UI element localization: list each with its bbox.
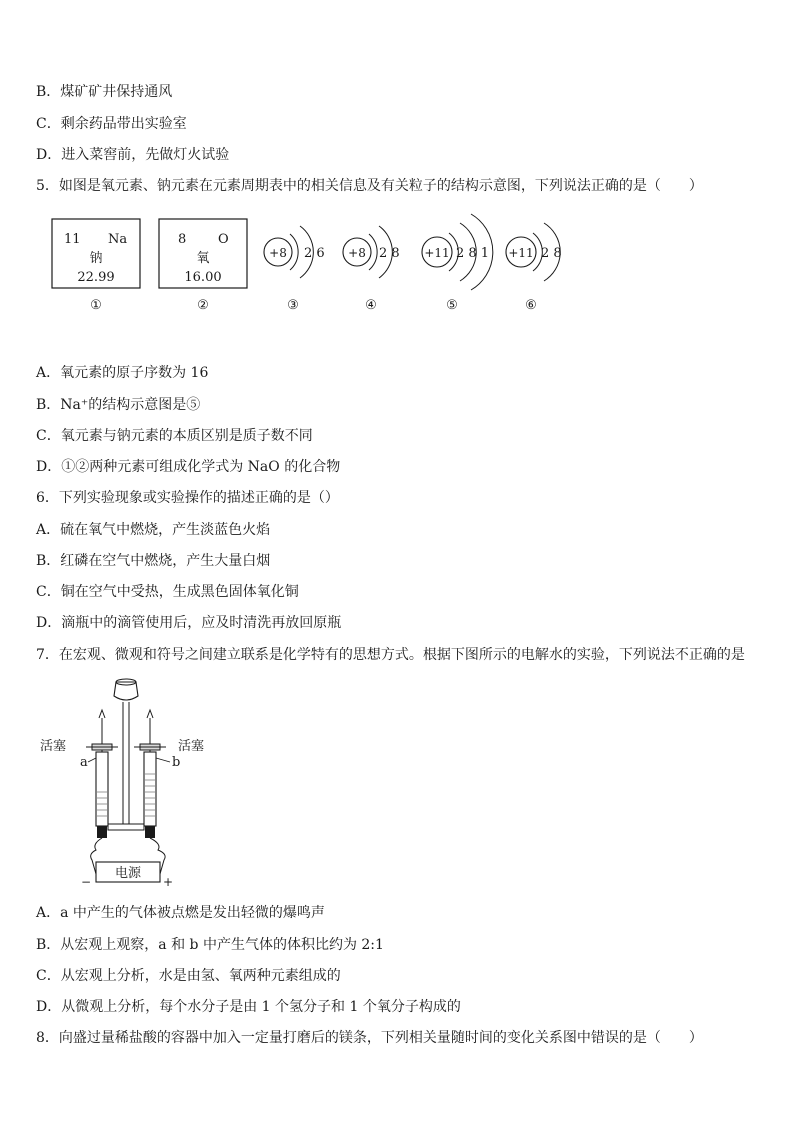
label-5: ⑤ <box>446 298 458 313</box>
particle-structure-6 <box>506 223 562 281</box>
svg-text:+11: +11 <box>508 246 534 260</box>
valve-label-left: 活塞 <box>40 739 67 754</box>
valve-label-right: 活塞 <box>178 739 205 754</box>
na-name: 钠 <box>89 251 103 266</box>
q4-option-b: B．煤矿矿井保持通风 <box>36 84 173 100</box>
na-atomic-number: 11 <box>64 232 81 247</box>
svg-text:+11: +11 <box>424 246 450 260</box>
o-atomic-number: 8 <box>178 232 187 247</box>
tube-label-a: a <box>80 755 88 770</box>
q8-stem: 8．向盛过量稀盐酸的容器中加入一定量打磨后的镁条，下列相关量随时间的变化关系图中错误的是（ ） <box>36 1030 703 1046</box>
svg-text:2 8: 2 8 <box>379 246 400 261</box>
power-supply-label: 电源 <box>114 866 142 881</box>
q5-option-a: A．氧元素的原子序数为 16 <box>36 365 209 381</box>
o-mass: 16.00 <box>184 270 222 285</box>
particle-structure-3 <box>264 226 325 278</box>
label-2: ② <box>197 298 209 313</box>
q4-option-d: D．进入菜窖前，先做灯火试验 <box>36 147 230 163</box>
q6-stem: 6．下列实验现象或实验操作的描述正确的是（） <box>36 490 339 506</box>
svg-text:+8: +8 <box>348 246 366 260</box>
q5-stem: 5．如图是氧元素、钠元素在元素周期表中的相关信息及有关粒子的结构示意图，下列说法正确的是（ ） <box>36 178 703 194</box>
q6-option-c: C．铜在空气中受热，生成黑色固体氧化铜 <box>36 584 299 600</box>
svg-text:2 6: 2 6 <box>304 246 325 261</box>
q7-option-c: C．从宏观上分析，水是由氢、氧两种元素组成的 <box>36 968 341 984</box>
q5-option-c: C．氧元素与钠元素的本质区别是质子数不同 <box>36 428 313 444</box>
q5-option-d: D．①②两种元素可组成化学式为 NaO 的化合物 <box>36 459 341 475</box>
q7-option-b: B．从宏观上观察，a 和 b 中产生气体的体积比约为 2:1 <box>36 937 384 953</box>
svg-text:2 8: 2 8 <box>541 246 562 261</box>
q5-figure <box>0 205 794 320</box>
o-symbol: O <box>218 232 229 247</box>
particle-structure-4 <box>343 226 400 278</box>
q6-option-b: B．红磷在空气中燃烧，产生大量白烟 <box>36 553 271 569</box>
q7-option-a: A．a 中产生的气体被点燃是发出轻微的爆鸣声 <box>36 905 325 921</box>
electrolysis-apparatus <box>30 674 230 890</box>
periodic-cell-o <box>159 219 247 288</box>
label-3: ③ <box>287 298 299 313</box>
na-mass: 22.99 <box>77 270 115 285</box>
o-name: 氧 <box>196 251 210 266</box>
tube-label-b: b <box>172 755 181 770</box>
label-4: ④ <box>365 298 377 313</box>
q7-stem: 7．在宏观、微观和符号之间建立联系是化学特有的思想方式。根据下图所示的电解水的实验，下列说法不正确的是 <box>36 647 745 663</box>
q7-option-d: D．从微观上分析，每个水分子是由 1 个氢分子和 1 个氧分子构成的 <box>36 999 461 1015</box>
svg-text:+8: +8 <box>269 246 287 260</box>
particle-structure-5 <box>422 214 493 290</box>
q6-option-a: A．硫在氧气中燃烧，产生淡蓝色火焰 <box>36 522 271 538</box>
periodic-cell-na <box>52 219 140 288</box>
q6-option-d: D．滴瓶中的滴管使用后，应及时清洗再放回原瓶 <box>36 615 342 631</box>
positive-terminal: + <box>162 875 174 889</box>
label-1: ① <box>90 298 102 313</box>
na-symbol: Na <box>108 232 128 247</box>
q4-option-c: C．剩余药品带出实验室 <box>36 116 187 132</box>
label-6: ⑥ <box>525 298 537 313</box>
svg-text:2 8 1: 2 8 1 <box>456 246 490 261</box>
q5-option-b: B．Na⁺的结构示意图是⑤ <box>36 397 201 413</box>
negative-terminal: − <box>80 875 92 889</box>
